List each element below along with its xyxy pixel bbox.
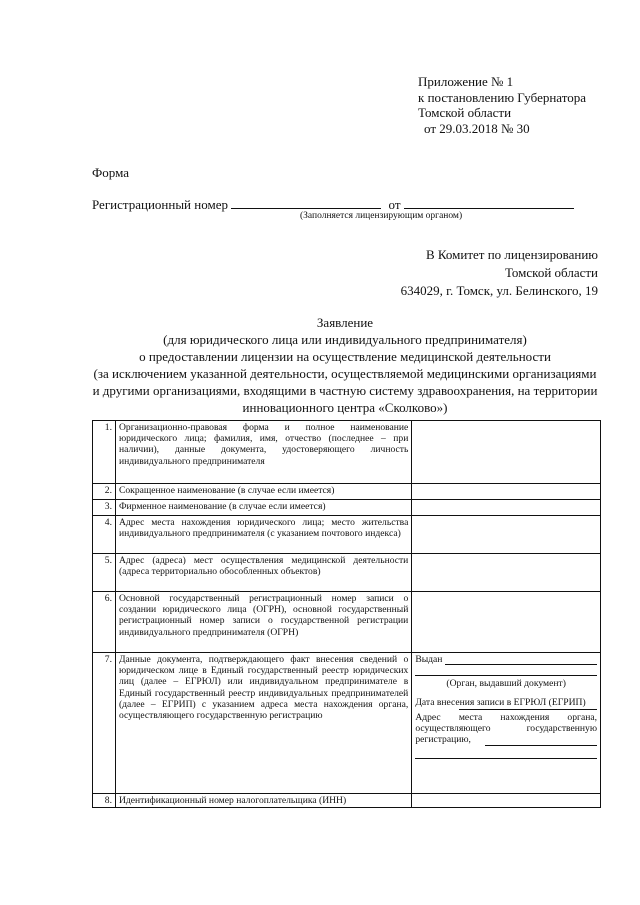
registration-number-label: Регистрационный номер xyxy=(92,197,228,212)
row-description: Основной государственный регистрационный номер записи о создании юридического лица (ОГРН), основной государственный регистрационный номер записи о государственной регистрации индивидуального предпринимателя (ОГРН) xyxy=(115,592,411,653)
registration-number-field[interactable] xyxy=(231,196,381,209)
title-line-5: и другими организациями, входящими в частную систему здравоохранения, на территории xyxy=(92,383,598,398)
title-line-2: (для юридического лица или индивидуального предпринимателя) xyxy=(163,332,527,347)
issued-label: Выдан xyxy=(415,654,443,665)
row-value-cell[interactable] xyxy=(412,484,601,500)
issuer-field[interactable] xyxy=(415,665,597,676)
registration-date-label: от xyxy=(388,197,401,212)
table-row xyxy=(93,484,601,500)
table-row xyxy=(93,500,601,516)
issuer-note: (Орган, выдавший документ) xyxy=(446,678,566,690)
row-number: 2. xyxy=(93,484,116,500)
row-value-cell[interactable] xyxy=(412,794,601,808)
appendix-line-4: от 29.03.2018 № 30 xyxy=(424,120,530,136)
row-value-cell xyxy=(412,653,601,794)
row-number: 3. xyxy=(93,500,116,516)
row-value-cell[interactable] xyxy=(412,592,601,653)
addressee-block xyxy=(401,246,598,300)
row-value-cell[interactable] xyxy=(412,500,601,516)
row-description: Адрес места нахождения юридического лица; место жительства индивидуального предпринимателя (с указанием почтового индекса) xyxy=(115,516,411,554)
application-title xyxy=(86,314,604,416)
addressee-line-1: В Комитет по лицензированию xyxy=(425,247,598,262)
appendix-line-3: Томской области xyxy=(418,105,512,120)
row-number: 4. xyxy=(93,516,116,554)
table-row xyxy=(93,421,601,484)
issued-field[interactable] xyxy=(445,655,597,665)
row-description: Фирменное наименование (в случае если имеется) xyxy=(115,500,411,516)
registration-note: (Заполняется лицензирующим органом) xyxy=(300,211,463,221)
registration-date-field[interactable] xyxy=(404,196,574,209)
registering-authority-field-2[interactable] xyxy=(415,748,597,759)
row-description: Адрес (адреса) мест осуществления медицинской деятельности (адреса территориально обособленных объектов) xyxy=(115,554,411,592)
form-label: Форма xyxy=(92,165,129,180)
row-number: 7. xyxy=(93,653,116,794)
table-row xyxy=(93,516,601,554)
row-value-cell[interactable] xyxy=(412,554,601,592)
addressee-line-3: 634029, г. Томск, ул. Белинского, 19 xyxy=(400,283,598,298)
row-number: 8. xyxy=(93,794,116,808)
title-line-1: Заявление xyxy=(316,315,374,330)
appendix-line-2: к постановлению Губернатора xyxy=(418,89,587,105)
registering-authority-field[interactable] xyxy=(485,735,597,746)
row-value-cell[interactable] xyxy=(412,421,601,484)
row-description: Идентификационный номер налогоплательщика (ИНН) xyxy=(115,794,411,808)
row-description: Организационно-правовая форма и полное наименование юридического лица; фамилия, имя, отчество (последнее – при наличии), данные документа, удостоверяющего личность индивидуального предпринимателя xyxy=(115,421,411,484)
application-table xyxy=(92,420,601,808)
appendix-header xyxy=(418,74,586,136)
table-row xyxy=(93,554,601,592)
issued-line xyxy=(415,654,597,665)
row-description: Данные документа, подтверждающего факт внесения сведений о юридическом лице в Единый государственный реестр юридических лиц (далее – ЕГРЮЛ) или индивидуальном предпринимателе в Единый государственный реестр индивидуальных предпринимателей (далее – ЕГРИП) с указанием адреса места нахождения органа, осуществляющего государственную регистрацию xyxy=(115,653,411,794)
table-row xyxy=(93,794,601,808)
title-line-3: о предоставлении лицензии на осуществление медицинской деятельности xyxy=(139,349,551,364)
registering-authority-label: Адрес места нахождения органа, осуществляющего государственную регистрацию, xyxy=(415,711,597,746)
row-value-cell[interactable] xyxy=(412,516,601,554)
row-number: 6. xyxy=(93,592,116,653)
appendix-line-1: Приложение № 1 xyxy=(418,74,514,89)
row-number: 1. xyxy=(93,421,116,484)
entry-date-label: Дата внесения записи в ЕГРЮЛ (ЕГРИП) xyxy=(415,697,586,709)
title-line-4: (за исключением указанной деятельности, осуществляемой медицинскими организациями xyxy=(93,366,597,381)
table-row xyxy=(93,592,601,653)
row-number: 5. xyxy=(93,554,116,592)
table-row xyxy=(93,653,601,794)
row-description: Сокращенное наименование (в случае если имеется) xyxy=(115,484,411,500)
addressee-line-2: Томской области xyxy=(504,265,598,280)
title-line-6: инновационного центра «Сколково») xyxy=(242,400,448,415)
